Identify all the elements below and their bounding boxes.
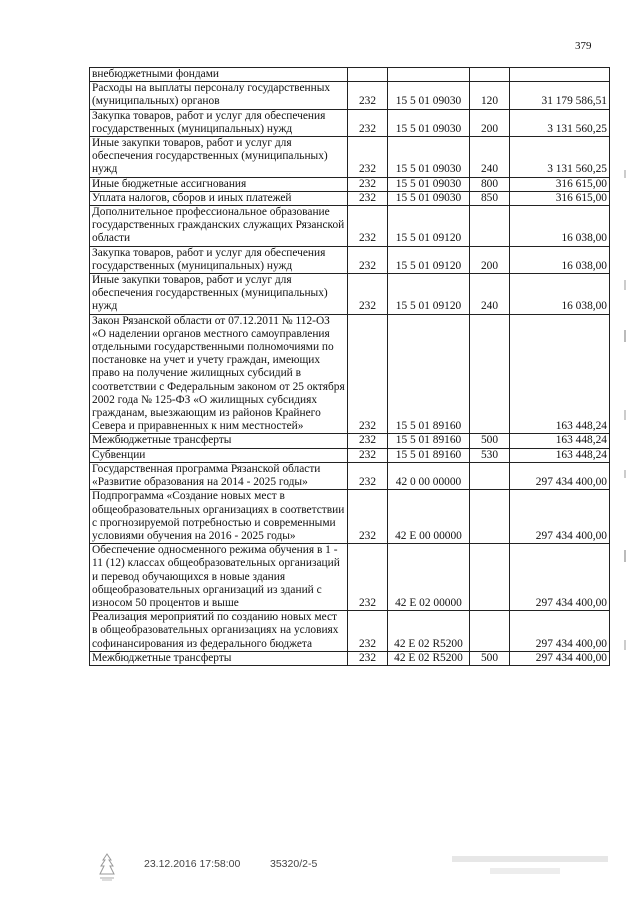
row-sum-cell: 163 448,24 bbox=[510, 434, 610, 448]
row-sum-cell bbox=[510, 68, 610, 82]
table-row bbox=[90, 246, 610, 273]
table-row bbox=[90, 177, 610, 191]
row-vr-cell bbox=[470, 314, 510, 434]
row-name-cell: Закон Рязанской области от 07.12.2011 № 112-ОЗ «О наделении органов местного самоуправления отдельными государственными полномочиями по постановке на учет и учету граждан, имеющих право на получение жилищных субсидий в соответствии с Федеральным законом от 25 октября 2002 года № 125-ФЗ «О жилищных субсидиях гражданам, выезжающим из районов Крайнего Севера и приравненных к ним местностей» bbox=[90, 314, 348, 434]
page-number: 379 bbox=[575, 40, 592, 52]
row-name-cell: Межбюджетные трансферты bbox=[90, 651, 348, 665]
row-vr-cell: 530 bbox=[470, 448, 510, 462]
row-sum-cell: 16 038,00 bbox=[510, 246, 610, 273]
row-sum-cell: 316 615,00 bbox=[510, 177, 610, 191]
table-row bbox=[90, 68, 610, 82]
row-csr-cell: 15 5 01 89160 bbox=[388, 314, 470, 434]
row-vr-cell: 200 bbox=[470, 109, 510, 136]
row-gr-cell: 232 bbox=[348, 434, 388, 448]
row-csr-cell: 15 5 01 09030 bbox=[388, 82, 470, 109]
row-sum-cell: 297 434 400,00 bbox=[510, 490, 610, 544]
row-name-cell: Дополнительное профессиональное образование государственных гражданских служащих Рязанской области bbox=[90, 206, 348, 247]
electronic-stamp-watermark bbox=[450, 852, 610, 880]
row-name-cell: Закупка товаров, работ и услуг для обеспечения государственных (муниципальных) нужд bbox=[90, 246, 348, 273]
row-vr-cell bbox=[470, 611, 510, 652]
footer-date: 23.12.2016 17:58:00 bbox=[144, 858, 241, 870]
row-name-cell: внебюджетными фондами bbox=[90, 68, 348, 82]
table-row bbox=[90, 434, 610, 448]
row-name-cell: Иные бюджетные ассигнования bbox=[90, 177, 348, 191]
row-gr-cell: 232 bbox=[348, 109, 388, 136]
row-gr-cell: 232 bbox=[348, 490, 388, 544]
row-name-cell: Иные закупки товаров, работ и услуг для обеспечения государственных (муниципальных) нужд bbox=[90, 137, 348, 178]
row-gr-cell: 232 bbox=[348, 611, 388, 652]
row-gr-cell: 232 bbox=[348, 177, 388, 191]
row-gr-cell: 232 bbox=[348, 651, 388, 665]
row-gr-cell: 232 bbox=[348, 82, 388, 109]
table-row bbox=[90, 490, 610, 544]
row-name-cell: Уплата налогов, сборов и иных платежей bbox=[90, 191, 348, 205]
row-csr-cell: 15 5 01 09030 bbox=[388, 177, 470, 191]
row-sum-cell: 3 131 560,25 bbox=[510, 137, 610, 178]
row-name-cell: Субвенции bbox=[90, 448, 348, 462]
row-name-cell: Межбюджетные трансферты bbox=[90, 434, 348, 448]
row-sum-cell: 297 434 400,00 bbox=[510, 651, 610, 665]
row-sum-cell: 163 448,24 bbox=[510, 448, 610, 462]
row-vr-cell bbox=[470, 462, 510, 489]
row-gr-cell: 232 bbox=[348, 246, 388, 273]
row-name-cell: Реализация мероприятий по созданию новых мест в общеобразовательных организациях на условиях софинансирования из федерального бюджета bbox=[90, 611, 348, 652]
row-gr-cell: 232 bbox=[348, 206, 388, 247]
row-csr-cell: 42 Е 00 00000 bbox=[388, 490, 470, 544]
row-gr-cell: 232 bbox=[348, 137, 388, 178]
table-row bbox=[90, 651, 610, 665]
table-row bbox=[90, 611, 610, 652]
table-row bbox=[90, 462, 610, 489]
table-row bbox=[90, 274, 610, 315]
row-csr-cell: 15 5 01 09120 bbox=[388, 274, 470, 315]
row-csr-cell: 15 5 01 89160 bbox=[388, 448, 470, 462]
row-csr-cell: 42 Е 02 R5200 bbox=[388, 611, 470, 652]
row-csr-cell: 15 5 01 09030 bbox=[388, 137, 470, 178]
row-csr-cell: 42 Е 02 00000 bbox=[388, 544, 470, 611]
row-vr-cell: 500 bbox=[470, 651, 510, 665]
budget-table bbox=[89, 67, 610, 666]
row-sum-cell: 31 179 586,51 bbox=[510, 82, 610, 109]
table-row bbox=[90, 206, 610, 247]
row-name-cell: Подпрограмма «Создание новых мест в общеобразовательных организациях в соответствии с прогнозируемой потребностью и современными условиями обучения на 2016 - 2025 годы» bbox=[90, 490, 348, 544]
table-row bbox=[90, 137, 610, 178]
row-sum-cell: 16 038,00 bbox=[510, 206, 610, 247]
row-csr-cell bbox=[388, 68, 470, 82]
row-vr-cell: 240 bbox=[470, 137, 510, 178]
row-vr-cell: 500 bbox=[470, 434, 510, 448]
row-vr-cell bbox=[470, 68, 510, 82]
row-name-cell: Закупка товаров, работ и услуг для обеспечения государственных (муниципальных) нужд bbox=[90, 109, 348, 136]
budget-table-body bbox=[90, 68, 610, 666]
row-sum-cell: 163 448,24 bbox=[510, 314, 610, 434]
row-sum-cell: 3 131 560,25 bbox=[510, 109, 610, 136]
table-row bbox=[90, 109, 610, 136]
row-vr-cell: 200 bbox=[470, 246, 510, 273]
row-csr-cell: 15 5 01 09030 bbox=[388, 191, 470, 205]
row-csr-cell: 15 5 01 09120 bbox=[388, 246, 470, 273]
table-row bbox=[90, 544, 610, 611]
row-gr-cell: 232 bbox=[348, 448, 388, 462]
row-vr-cell: 850 bbox=[470, 191, 510, 205]
row-vr-cell bbox=[470, 544, 510, 611]
row-csr-cell: 42 Е 02 R5200 bbox=[388, 651, 470, 665]
row-sum-cell: 297 434 400,00 bbox=[510, 544, 610, 611]
row-name-cell: Государственная программа Рязанской области «Развитие образования на 2014 - 2025 годы» bbox=[90, 462, 348, 489]
row-sum-cell: 297 434 400,00 bbox=[510, 462, 610, 489]
table-row bbox=[90, 191, 610, 205]
row-name-cell: Расходы на выплаты персоналу государственных (муниципальных) органов bbox=[90, 82, 348, 109]
row-csr-cell: 42 0 00 00000 bbox=[388, 462, 470, 489]
row-vr-cell bbox=[470, 490, 510, 544]
row-sum-cell: 316 615,00 bbox=[510, 191, 610, 205]
table-row bbox=[90, 82, 610, 109]
coat-of-arms-logo bbox=[96, 852, 118, 882]
row-name-cell: Обеспечение односменного режима обучения в 1 - 11 (12) классах общеобразовательных организаций и перевод обучающихся в новые здания общеобразовательных организаций из зданий с износом 50 процентов и выше bbox=[90, 544, 348, 611]
row-csr-cell: 15 5 01 09030 bbox=[388, 109, 470, 136]
row-sum-cell: 297 434 400,00 bbox=[510, 611, 610, 652]
row-vr-cell: 240 bbox=[470, 274, 510, 315]
row-gr-cell: 232 bbox=[348, 462, 388, 489]
row-csr-cell: 15 5 01 09120 bbox=[388, 206, 470, 247]
row-vr-cell: 120 bbox=[470, 82, 510, 109]
row-gr-cell: 232 bbox=[348, 274, 388, 315]
margin-scan-marks bbox=[622, 170, 628, 690]
row-gr-cell bbox=[348, 68, 388, 82]
row-sum-cell: 16 038,00 bbox=[510, 274, 610, 315]
table-row bbox=[90, 448, 610, 462]
row-csr-cell: 15 5 01 89160 bbox=[388, 434, 470, 448]
row-vr-cell: 800 bbox=[470, 177, 510, 191]
row-gr-cell: 232 bbox=[348, 314, 388, 434]
footer-document-id: 35320/2-5 bbox=[270, 858, 318, 870]
table-row bbox=[90, 314, 610, 434]
row-vr-cell bbox=[470, 206, 510, 247]
row-name-cell: Иные закупки товаров, работ и услуг для обеспечения государственных (муниципальных) нужд bbox=[90, 274, 348, 315]
row-gr-cell: 232 bbox=[348, 191, 388, 205]
row-gr-cell: 232 bbox=[348, 544, 388, 611]
